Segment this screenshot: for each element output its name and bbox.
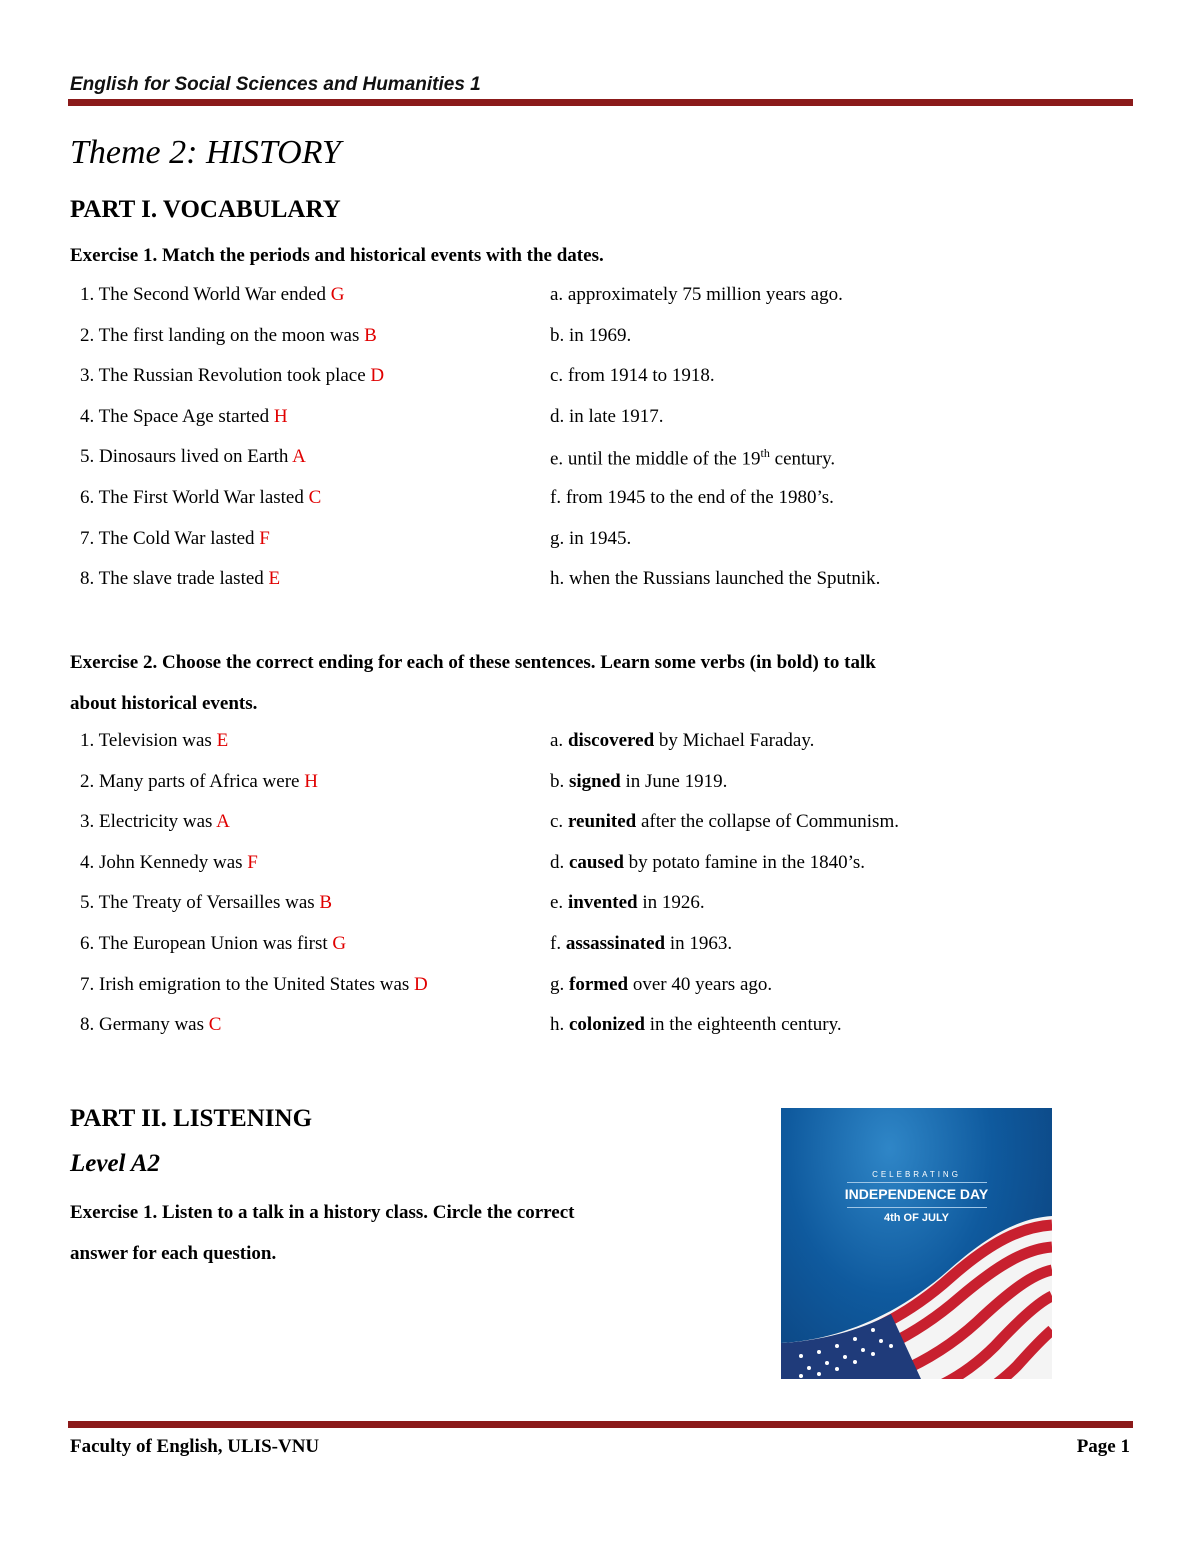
part2-heading: PART II. LISTENING [70,1105,313,1132]
option-item: d. in late 1917. [550,405,664,427]
option-text: century. [769,448,836,470]
footer-rule [68,1421,1133,1428]
answer-letter: B [319,892,333,914]
option-verb: formed [569,973,629,995]
question-item [80,892,332,914]
question-item [80,487,321,509]
answer-letter: C [208,1014,222,1036]
answer-letter: E [268,568,281,590]
listening-exercise1-line1: Exercise 1. Listen to a talk in a history class. Circle the correct [70,1202,575,1223]
question-item [80,852,258,874]
option-text: in June 1919. [620,770,728,792]
question-item [80,933,346,955]
question-text: 4. The Space Age started [80,405,274,427]
option-item [550,933,732,955]
question-text: 8. The slave trade lasted [80,568,269,590]
question-text: 1. The Second World War ended [80,284,331,305]
option-item: f. from 1945 to the end of the 1980’s. [550,487,834,508]
option-text: over 40 years ago. [628,973,773,995]
option-item: c. from 1914 to 1918. [550,365,715,387]
option-letter: c. [550,811,568,833]
question-item [80,811,230,833]
answer-letter: E [216,730,229,751]
option-text: in the eighteenth century. [645,1014,842,1036]
answer-letter: F [247,851,258,873]
option-verb: reunited [567,811,637,833]
option-item: g. in 1945. [550,527,632,549]
exercise1-instruction: Exercise 1. Match the periods and historical events with the dates. [70,245,604,266]
image-main-text: INDEPENDENCE DAY [844,1186,989,1202]
question-text: 2. The first landing on the moon was [80,324,365,346]
answer-letter: H [273,405,288,427]
question-text: 5. The Treaty of Versailles was [80,892,320,914]
exercise2-instruction-line2: about historical events. [70,693,258,714]
option-item [550,852,865,874]
answer-letter: G [330,284,345,305]
option-text: in 1963. [665,933,733,954]
option-text: by Michael Faraday. [654,730,815,751]
option-text: after the collapse of Communism. [636,811,899,833]
page-number: Page 1 [1076,1436,1130,1457]
option-letter: a. [550,730,568,751]
theme-title: Theme 2: HISTORY [70,134,341,171]
question-item [80,284,344,306]
option-text: in 1926. [637,892,705,914]
option-item: a. approximately 75 million years ago. [550,284,843,305]
question-item [80,1014,221,1036]
flag-graphic [781,1108,1052,1379]
header-rule [68,99,1133,106]
option-item [550,811,899,833]
option-item: b. in 1969. [550,324,632,346]
question-item [80,325,377,347]
independence-day-image [781,1108,1052,1379]
question-text: 6. The First World War lasted [80,487,309,508]
image-celebrating-text: CELEBRATING [872,1170,961,1179]
question-text: 4. John Kennedy was [80,851,248,873]
superscript: th [760,446,770,461]
option-text: e. until the middle of the 19 [550,448,761,470]
question-text: 3. Electricity was [80,811,217,833]
part1-heading: PART I. VOCABULARY [70,196,341,223]
answer-letter: F [259,527,270,549]
answer-letter: D [370,365,385,387]
image-sub-text: 4th OF JULY [884,1212,949,1224]
option-letter: b. [550,770,569,792]
header-title: English for Social Sciences and Humanities 1 [70,74,481,95]
option-item [550,730,814,752]
option-item [550,771,727,793]
option-text: by potato famine in the 1840’s. [623,851,866,873]
question-text: 7. The Cold War lasted [80,527,260,549]
question-text: 2. Many parts of Africa were [80,770,305,792]
option-letter: f. [550,933,566,954]
level-label: Level A2 [70,1150,161,1177]
question-text: 5. Dinosaurs lived on Earth [80,446,293,468]
question-item [80,406,288,428]
option-item [550,1014,842,1036]
listening-exercise1-line2: answer for each question. [70,1243,277,1264]
answer-letter: A [292,446,306,468]
exercise2-instruction-line1: Exercise 2. Choose the correct ending for each of these sentences. Learn some verbs (in bold) to talk [70,652,876,673]
answer-letter: B [364,324,377,346]
option-verb: assassinated [565,933,666,954]
option-item [550,974,772,996]
option-item: h. when the Russians launched the Sputnik. [550,568,881,590]
question-text: 7. Irish emigration to the United States was [80,973,415,995]
answer-letter: G [332,933,347,954]
answer-letter: C [308,487,322,508]
answer-letter: A [216,811,230,833]
option-verb: caused [569,851,624,873]
option-item [550,892,705,914]
question-item [80,446,306,468]
option-verb: colonized [569,1014,645,1036]
option-item [550,446,835,470]
question-item [80,528,270,550]
question-text: 8. Germany was [80,1014,209,1036]
question-item [80,365,384,387]
question-text: 3. The Russian Revolution took place [80,365,371,387]
question-item [80,771,318,793]
option-verb: discovered [567,730,655,751]
question-item [80,974,428,996]
question-item [80,730,228,752]
question-text: 1. Television was [80,730,217,751]
option-letter: d. [550,851,569,873]
answer-letter: D [414,973,428,995]
option-letter: g. [550,973,569,995]
footer-faculty: Faculty of English, ULIS-VNU [70,1436,320,1457]
option-letter: e. [550,892,568,914]
question-text: 6. The European Union was first [80,933,333,954]
option-letter: h. [550,1014,569,1036]
answer-letter: H [304,770,318,792]
option-verb: invented [567,892,638,914]
option-verb: signed [569,770,621,792]
question-item [80,568,280,590]
